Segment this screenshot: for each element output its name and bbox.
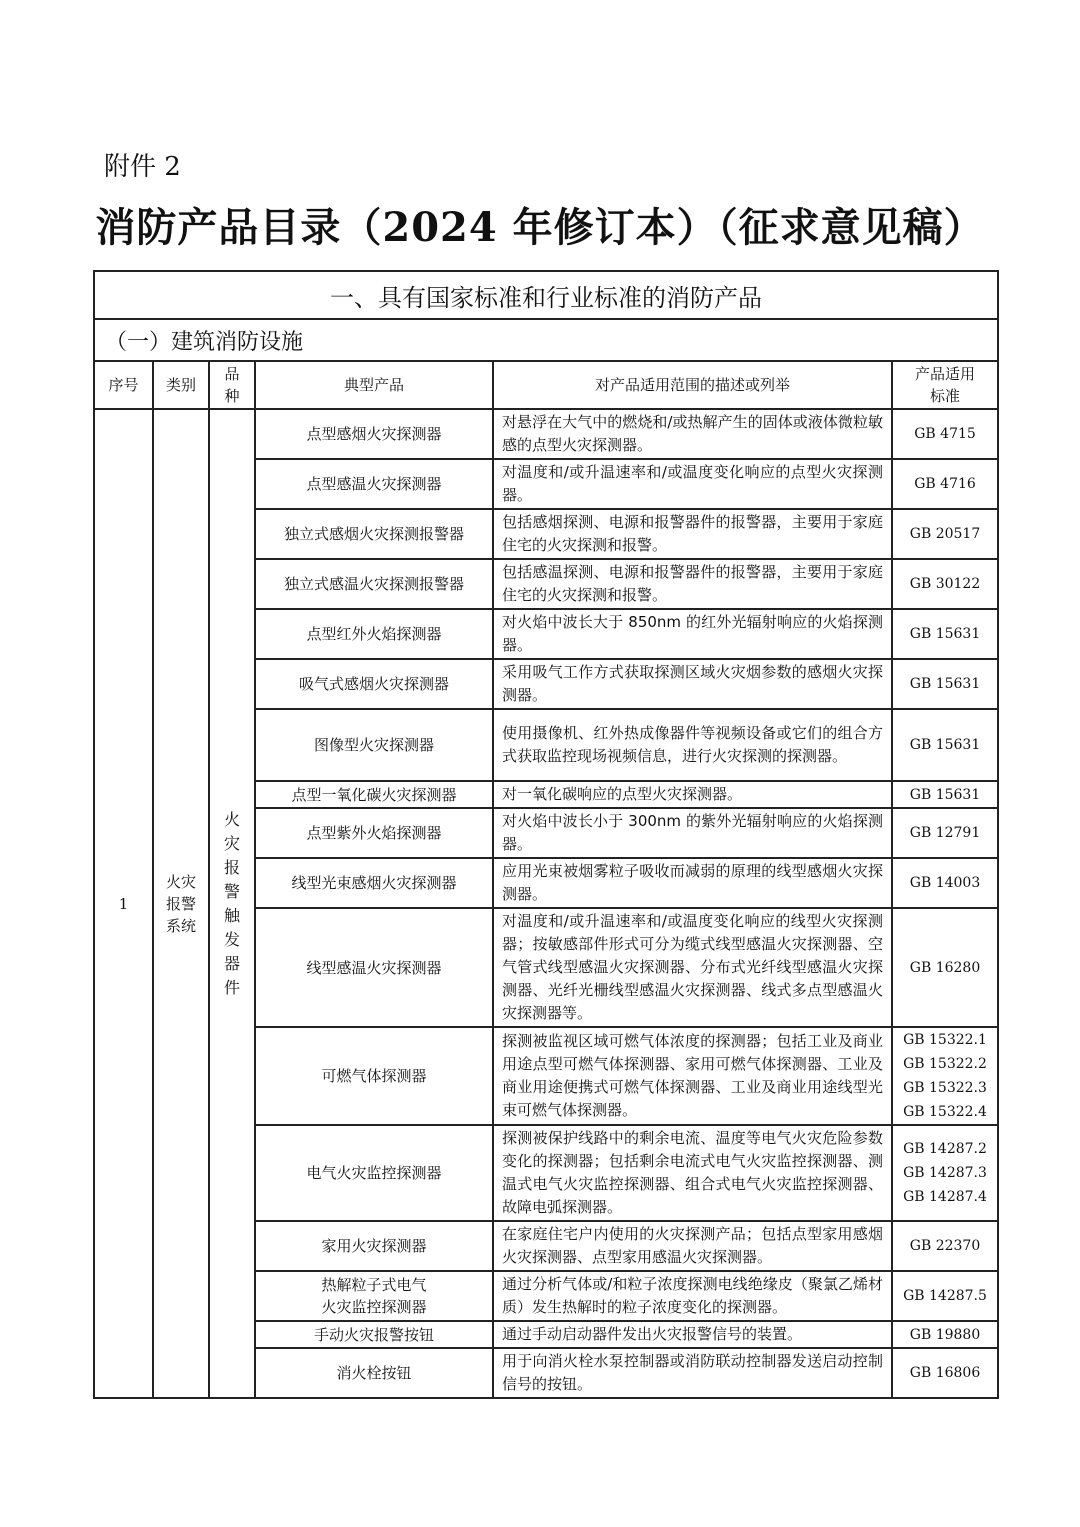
product-description: 探测被监视区域可燃气体浓度的探测器；包括工业及商业用途点型可燃气体探测器、家用可燃气体探测器、工业及商业用途便携式可燃气体探测器、工业及商业用途线型光束可燃气体探测器。 (493, 1027, 892, 1125)
product-description: 对悬浮在大气中的燃烧和/或热解产生的固体或液体微粒敏感的点型火灾探测器。 (493, 409, 892, 459)
standard-code: GB 15322.2 (903, 1056, 987, 1072)
standard-code: GB 15631 (909, 786, 981, 803)
product-standard (892, 1321, 998, 1348)
product-name: 消火栓按钮 (255, 1348, 493, 1398)
product-description: 包括感烟探测、电源和报警器件的报警器，主要用于家庭住宅的火灾探测和报警。 (493, 509, 892, 559)
product-name: 线型光束感烟火灾探测器 (255, 858, 493, 908)
product-description: 通过分析气体或/和粒子浓度探测电线绝缘皮（聚氯乙烯材质）发生热解时的粒子浓度变化的探测器。 (493, 1271, 892, 1321)
product-name: 家用火灾探测器 (255, 1221, 493, 1271)
product-standard (892, 1027, 998, 1125)
standard-code: GB 15631 (909, 676, 981, 692)
product-description: 通过手动启动器件发出火灾报警信号的装置。 (493, 1321, 892, 1348)
product-standard (892, 1348, 998, 1398)
product-name: 点型感烟火灾探测器 (255, 409, 493, 459)
standard-code: GB 14287.3 (903, 1165, 987, 1181)
product-description: 使用摄像机、红外热成像器件等视频设备或它们的组合方式获取监控现场视频信息，进行火灾探测的探测器。 (493, 709, 892, 781)
product-description: 应用光束被烟雾粒子吸收而减弱的原理的线型感烟火灾探测器。 (493, 858, 892, 908)
product-name: 图像型火灾探测器 (255, 709, 493, 781)
standard-code: GB 19880 (909, 1326, 981, 1343)
product-standard (892, 459, 998, 509)
standard-code: GB 12791 (909, 825, 981, 841)
product-name: 点型紫外火焰探测器 (255, 808, 493, 858)
row-index: 1 (94, 409, 153, 1398)
standard-code: GB 15322.1 (903, 1032, 987, 1048)
product-name: 独立式感烟火灾探测报警器 (255, 509, 493, 559)
document-title: 消防产品目录（2024 年修订本）（征求意见稿） (95, 204, 985, 251)
standard-code: GB 22370 (909, 1238, 981, 1254)
col-category: 类别 (153, 361, 209, 409)
product-standard (892, 659, 998, 709)
standard-code: GB 15322.4 (903, 1104, 987, 1120)
product-standard (892, 409, 998, 459)
standard-code: GB 14287.4 (903, 1189, 987, 1205)
product-standard (892, 609, 998, 659)
product-name: 点型感温火灾探测器 (255, 459, 493, 509)
product-name: 线型感温火灾探测器 (255, 908, 493, 1027)
standard-code: GB 14003 (909, 875, 981, 891)
standard-code: GB 4715 (914, 426, 976, 442)
col-variety: 品种 (209, 361, 255, 409)
product-description: 包括感温探测、电源和报警器件的报警器，主要用于家庭住宅的火灾探测和报警。 (493, 559, 892, 609)
product-standard (892, 858, 998, 908)
product-description: 在家庭住宅户内使用的火灾探测产品；包括点型家用感烟火灾探测器、点型家用感温火灾探测器。 (493, 1221, 892, 1271)
standard-code: GB 16280 (909, 959, 981, 976)
product-name: 热解粒子式电气 火灾监控探测器 (255, 1271, 493, 1321)
product-standard (892, 1271, 998, 1321)
product-name: 点型一氧化碳火灾探测器 (255, 781, 493, 808)
standard-code: GB 4716 (914, 476, 976, 492)
product-description: 对一氧化碳响应的点型火灾探测器。 (493, 781, 892, 808)
product-description: 采用吸气工作方式获取探测区域火灾烟参数的感烟火灾探测器。 (493, 659, 892, 709)
row-category: 火灾报警系统 (153, 409, 209, 1398)
standard-code: GB 15631 (909, 737, 981, 753)
standard-code: GB 14287.5 (903, 1288, 987, 1304)
product-description: 对火焰中波长小于 300nm 的紫外光辐射响应的火焰探测器。 (493, 808, 892, 858)
product-standard (892, 509, 998, 559)
col-description: 对产品适用范围的描述或列举 (493, 361, 892, 409)
standard-code: GB 15322.3 (903, 1080, 987, 1096)
attachment-label: 附件 2 (104, 152, 181, 182)
standard-code: GB 30122 (909, 576, 981, 592)
section-title: 一、具有国家标准和行业标准的消防产品 (94, 271, 998, 319)
standard-code: GB 14287.2 (903, 1141, 987, 1157)
product-description: 对温度和/或升温速率和/或温度变化响应的线型火灾探测器；按敏感部件形式可分为缆式线型感温火灾探测器、空气管式线型感温火灾探测器、分布式光纤线型感温火灾探测器、光纤光栅线型感温火灾探测器、线式多点型感温火灾探测器等。 (493, 908, 892, 1027)
product-name: 电气火灾监控探测器 (255, 1125, 493, 1221)
standard-code: GB 16806 (909, 1365, 981, 1381)
col-standard: 产品适用标准 (892, 361, 998, 409)
product-description: 用于向消火栓水泵控制器或消防联动控制器发送启动控制信号的按钮。 (493, 1348, 892, 1398)
catalog-table (93, 270, 999, 1399)
product-standard (892, 559, 998, 609)
table-row (94, 409, 998, 459)
row-variety: 火灾报警触发器件 (209, 409, 255, 1398)
product-description: 探测被保护线路中的剩余电流、温度等电气火灾危险参数变化的探测器；包括剩余电流式电气火灾监控探测器、测温式电气火灾监控探测器、组合式电气火灾监控探测器、故障电弧探测器。 (493, 1125, 892, 1221)
product-name: 独立式感温火灾探测报警器 (255, 559, 493, 609)
standard-code: GB 20517 (909, 526, 981, 542)
product-standard (892, 1221, 998, 1271)
product-name: 可燃气体探测器 (255, 1027, 493, 1125)
product-standard (892, 709, 998, 781)
product-description: 对温度和/或升温速率和/或温度变化响应的点型火灾探测器。 (493, 459, 892, 509)
product-standard (892, 908, 998, 1027)
product-name: 吸气式感烟火灾探测器 (255, 659, 493, 709)
product-name: 手动火灾报警按钮 (255, 1321, 493, 1348)
subsection-title: （一）建筑消防设施 (94, 319, 998, 361)
product-standard (892, 781, 998, 808)
standard-code: GB 15631 (909, 626, 981, 642)
col-product: 典型产品 (255, 361, 493, 409)
product-standard (892, 808, 998, 858)
col-index: 序号 (94, 361, 153, 409)
product-standard (892, 1125, 998, 1221)
product-description: 对火焰中波长大于 850nm 的红外光辐射响应的火焰探测器。 (493, 609, 892, 659)
product-name: 点型红外火焰探测器 (255, 609, 493, 659)
